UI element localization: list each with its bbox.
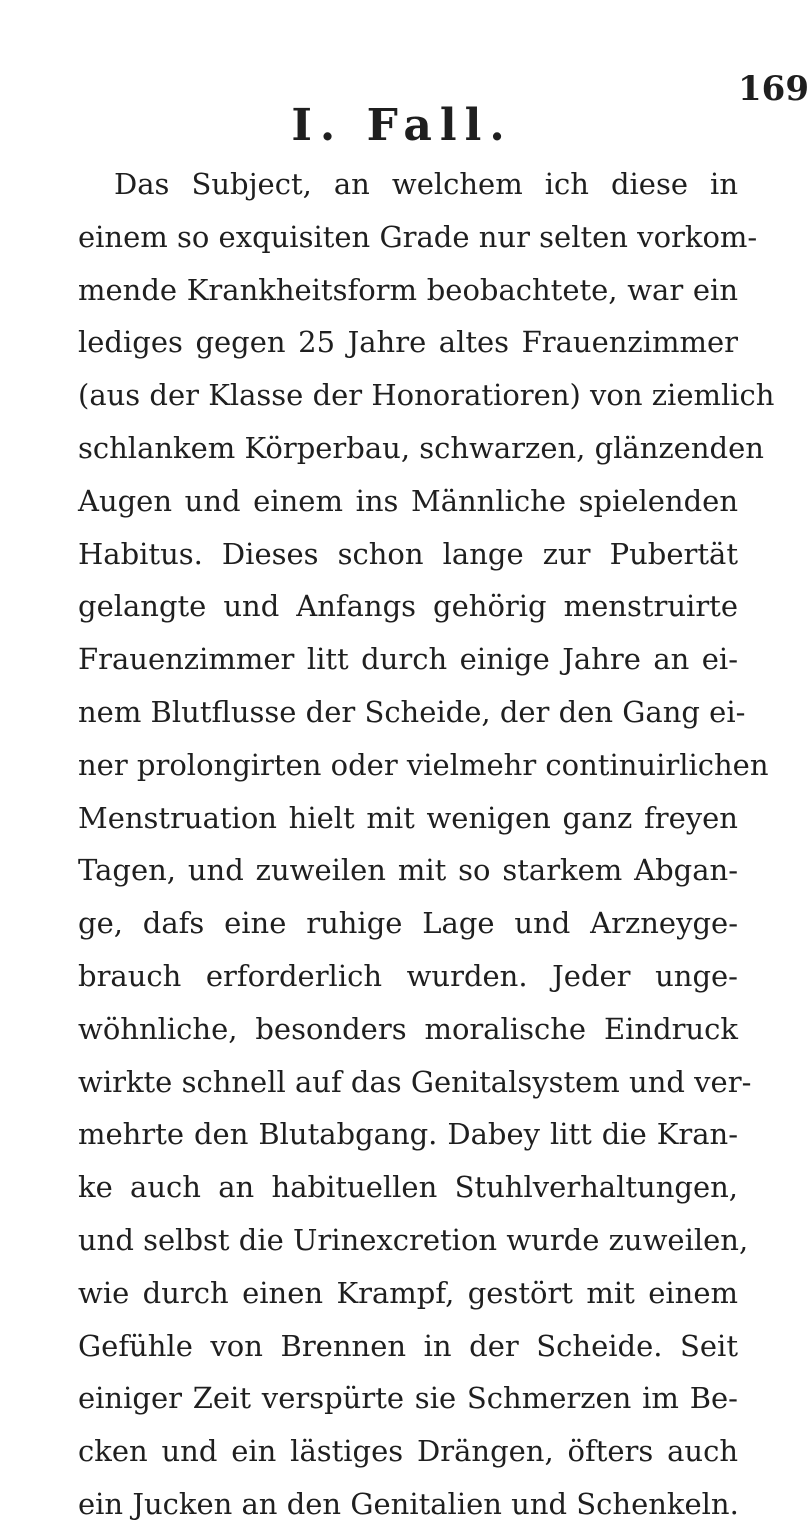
page-number: 169 (738, 69, 809, 109)
text-line: schlankem Körperbau, schwarzen, glänzenden (78, 430, 764, 465)
text-line: nem Blutflusse der Scheide, der den Gang ei- (78, 694, 746, 729)
text-line: wöhnliche, besonders moralische Eindruck (78, 1011, 738, 1046)
body-paragraph (78, 158, 775, 1531)
text-line: ein Jucken an den Genitalien und Schenkeln. (78, 1486, 739, 1521)
text-line: mende Krankheitsform beobachtete, war ein (78, 272, 738, 307)
text-line: cken und ein lästiges Drängen, öfters auch (78, 1434, 738, 1469)
text-line: ke auch an habituellen Stuhlverhaltungen, (78, 1170, 738, 1205)
text-line: einem so exquisiten Grade nur selten vorkom- (78, 219, 758, 254)
text-line: Menstruation hielt mit wenigen ganz freyen (78, 800, 738, 835)
text-line: Frauenzimmer litt durch einige Jahre an ei- (78, 642, 738, 677)
text-line: mehrte den Blutabgang. Dabey litt die Kran- (78, 1117, 738, 1152)
text-line: und selbst die Urinexcretion wurde zuweilen, (78, 1222, 749, 1257)
text-line: wirkte schnell auf das Genitalsystem und ver- (78, 1064, 752, 1099)
text-line: Habitus. Dieses schon lange zur Pubertät (78, 536, 738, 571)
text-line: Augen und einem ins Männliche spielenden (78, 483, 738, 518)
text-line: ge, dafs eine ruhige Lage und Arzneyge- (78, 906, 738, 941)
text-line: einiger Zeit verspürte sie Schmerzen im Be- (78, 1381, 738, 1416)
text-line: Das Subject, an welchem ich diese in (114, 167, 738, 201)
text-line: Gefühle von Brennen in der Scheide. Seit (78, 1328, 738, 1363)
section-heading: I. Fall. (291, 100, 513, 151)
text-line: (aus der Klasse der Honoratioren) von ziemlich (78, 378, 775, 413)
text-line: lediges gegen 25 Jahre altes Frauenzimmer (78, 325, 738, 360)
text-line: ner prolongirten oder vielmehr continuirlichen (78, 747, 769, 782)
text-line: brauch erforderlich wurden. Jeder unge- (78, 958, 738, 993)
text-line: wie durch einen Krampf, gestört mit einem (78, 1275, 738, 1310)
text-line: Tagen, und zuweilen mit so starkem Abgan- (78, 853, 738, 888)
text-line: gelangte und Anfangs gehörig menstruirte (78, 589, 738, 624)
